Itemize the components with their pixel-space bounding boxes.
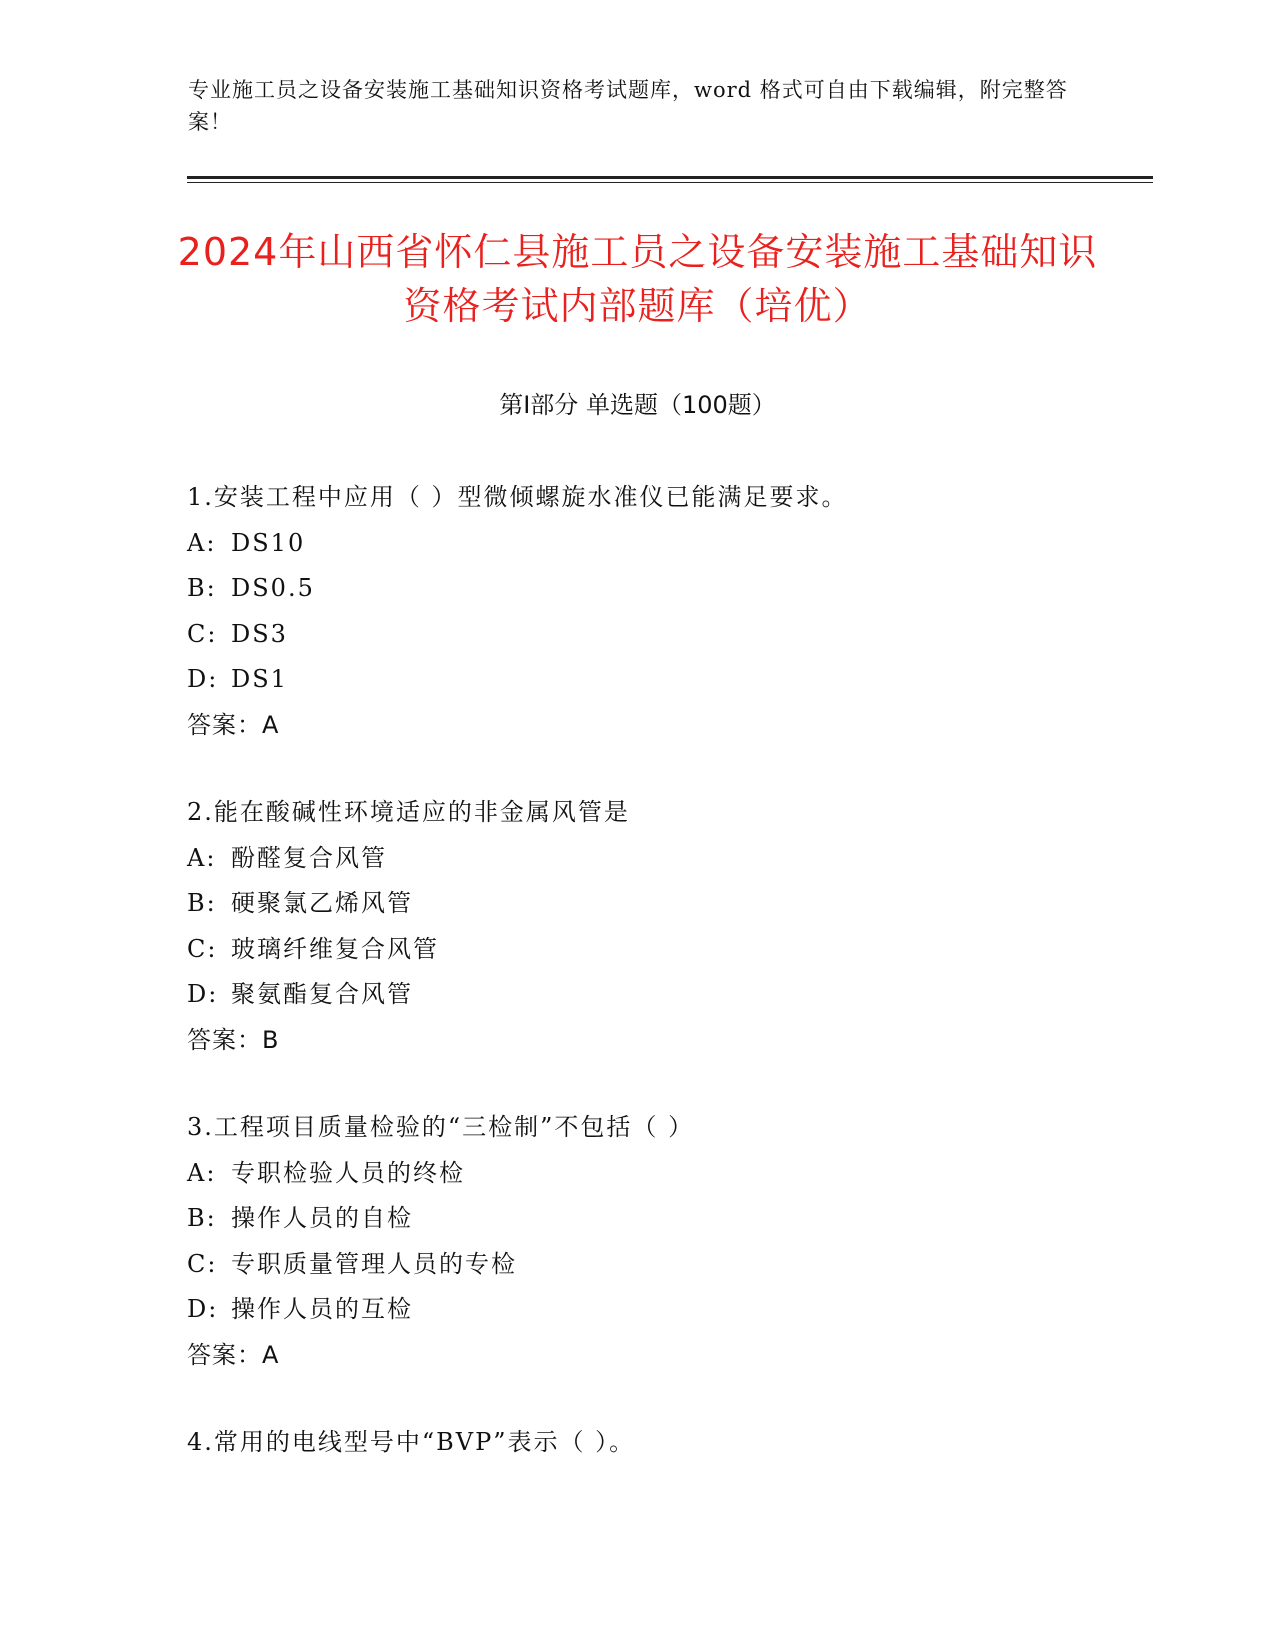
option-text: DS3: [231, 619, 288, 648]
option-b: [187, 1196, 1087, 1242]
header-note: 专业施工员之设备安装施工基础知识资格考试题库，word 格式可自由下载编辑，附完整答案！: [188, 78, 1068, 134]
option-text: DS0.5: [231, 574, 315, 602]
option-d: [187, 657, 1087, 703]
question-2: [187, 790, 1087, 1063]
question-3: [187, 1105, 1087, 1378]
option-a: [187, 521, 1087, 567]
option-b: [187, 881, 1087, 927]
option-text: DS1: [231, 665, 288, 693]
question-1: [187, 475, 1087, 748]
option-d: [187, 972, 1087, 1018]
question-stem: 1.安装工程中应用（ ）型微倾螺旋水准仪已能满足要求。: [187, 483, 848, 511]
option-key: D:: [187, 665, 219, 693]
question-stem: 4.常用的电线型号中“BVP”表示（ ）。: [187, 1428, 636, 1456]
option-b: [187, 566, 1087, 612]
option-c: [187, 1242, 1087, 1288]
option-text: 硬聚氯乙烯风管: [231, 889, 413, 917]
option-key: B:: [187, 889, 217, 917]
option-key: A:: [187, 843, 217, 872]
question-list: [187, 475, 1087, 1508]
option-text: 聚氨酯复合风管: [231, 980, 413, 1008]
option-key: B:: [187, 574, 217, 602]
option-text: 专职质量管理人员的专检: [231, 1249, 517, 1278]
question-stem: 3.工程项目质量检验的“三检制”不包括（ ）: [187, 1113, 695, 1141]
section-heading: 第Ⅰ部分 单选题（100题）: [499, 391, 776, 419]
question-stem: 2.能在酸碱性环境适应的非金属风管是: [187, 798, 630, 826]
option-key: C:: [187, 934, 218, 963]
option-a: [187, 836, 1087, 882]
answer-line: 答案：A: [187, 1340, 280, 1369]
option-key: A:: [187, 528, 217, 557]
option-d: [187, 1287, 1087, 1333]
option-text: 操作人员的互检: [231, 1295, 413, 1323]
answer-line: 答案：A: [187, 710, 280, 739]
option-key: D:: [187, 980, 219, 1008]
header-divider-thick: [187, 176, 1153, 179]
option-key: C:: [187, 619, 218, 648]
document-title: 2024年山西省怀仁县施工员之设备安装施工基础知识资格考试内部题库（培优）: [177, 230, 1098, 328]
option-text: 专职检验人员的终检: [231, 1158, 465, 1187]
option-text: 操作人员的自检: [231, 1204, 413, 1232]
option-key: C:: [187, 1249, 218, 1278]
option-key: D:: [187, 1295, 219, 1323]
option-a: [187, 1151, 1087, 1197]
answer-line: 答案：B: [187, 1025, 280, 1054]
header-divider-thin: [187, 182, 1153, 183]
option-text: 玻璃纤维复合风管: [231, 934, 439, 963]
option-text: DS10: [231, 528, 306, 557]
question-4: [187, 1420, 1087, 1466]
option-key: B:: [187, 1204, 217, 1232]
option-text: 酚醛复合风管: [231, 843, 387, 872]
option-key: A:: [187, 1158, 217, 1187]
option-c: [187, 927, 1087, 973]
option-c: [187, 612, 1087, 658]
